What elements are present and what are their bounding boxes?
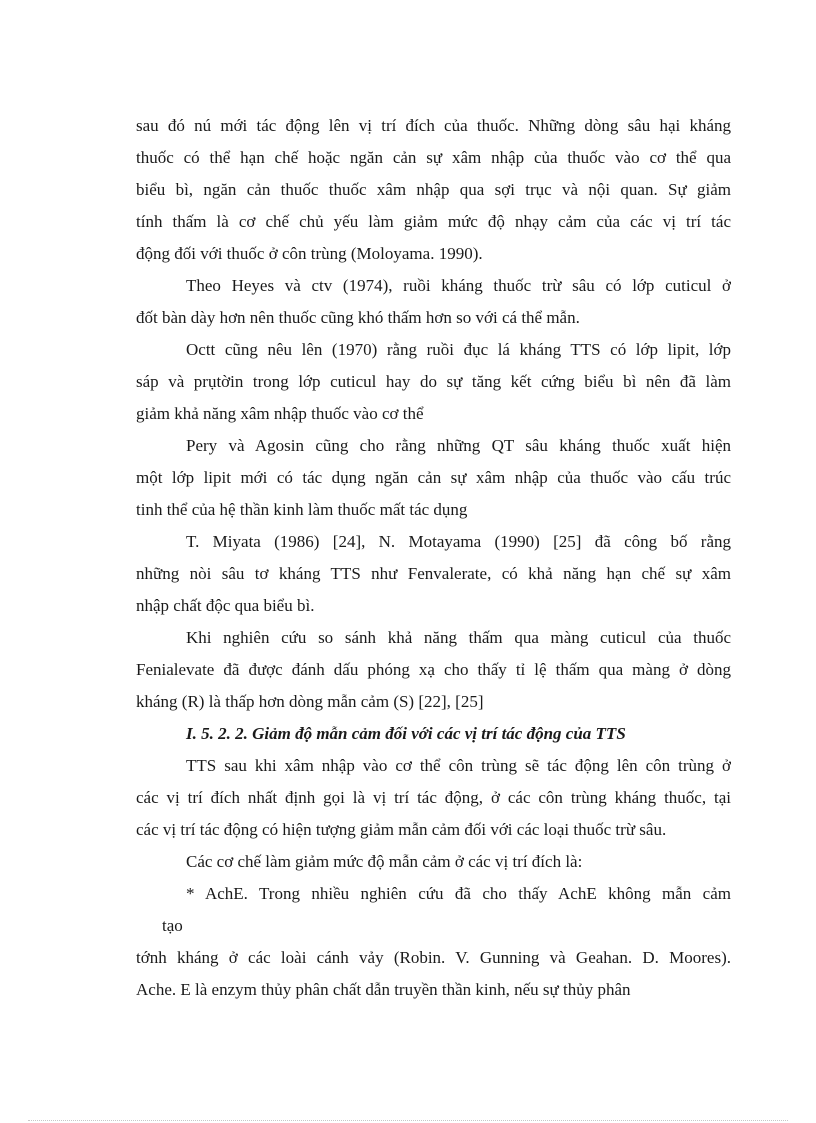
text-line: tạo: [162, 916, 183, 935]
paragraph-first-line: Khi nghiên cứu so sánh khả năng thấm qua màng cuticul của thuốc: [186, 628, 731, 647]
bullet-line: * AchE. Trong nhiều nghiên cứu đã cho thấy AchE không mẫn cảm: [186, 884, 731, 903]
paragraph-first-line: Octt cũng nêu lên (1970) rằng ruồi đục lá kháng TTS có lớp lipit, lớp: [186, 340, 731, 359]
text-line: một lớp lipit mới có tác dụng ngăn cản sự xâm nhập của thuốc vào cấu trúc: [136, 468, 731, 487]
text-line: giảm khả năng xâm nhập thuốc vào cơ thể: [136, 404, 424, 423]
text-line: tớnh kháng ở các loài cánh vảy (Robin. V. Gunning và Geahan. D. Moores).: [136, 948, 731, 967]
text-line: động đối với thuốc ở côn trùng (Moloyama. 1990).: [136, 244, 483, 263]
text-line: sáp và prụtờin trong lớp cuticul hay do sự tăng kết cứng biểu bì nên đã làm: [136, 372, 731, 391]
text-line: thuốc có thể hạn chế hoặc ngăn cản sự xâm nhập của thuốc vào cơ thể qua: [136, 148, 731, 167]
text-line: Ache. E là enzym thủy phân chất dẫn truyền thần kinh, nếu sự thủy phân: [136, 980, 631, 999]
text-line: các vị trí tác động có hiện tượng giảm mẫn cảm đối với các loại thuốc trừ sâu.: [136, 820, 667, 839]
paragraph-first-line: Theo Heyes và ctv (1974), ruồi kháng thuốc trừ sâu có lớp cuticul ở: [186, 276, 731, 295]
body-text: [136, 110, 731, 1006]
paragraph-first-line: T. Miyata (1986) [24], N. Motayama (1990) [25] đã công bố rằng: [186, 532, 731, 551]
paragraph-first-line: Các cơ chế làm giảm mức độ mẫn cảm ở các vị trí đích là:: [186, 852, 583, 871]
text-line: kháng (R) là thấp hơn dòng mẫn cảm (S) [22], [25]: [136, 692, 484, 711]
text-line: tinh thể của hệ thần kinh làm thuốc mất tác dụng: [136, 500, 468, 519]
text-line: biểu bì, ngăn cản thuốc thuốc xâm nhập qua sợi trục và nội quan. Sự giảm: [136, 180, 731, 199]
text-line: nhập chất độc qua biểu bì.: [136, 596, 315, 615]
text-line: đốt bàn dày hơn nên thuốc cũng khó thấm hơn so với cá thể mẫn.: [136, 308, 580, 327]
page-bottom-divider: [28, 1120, 788, 1121]
text-line: những nòi sâu tơ kháng TTS như Fenvalerate, có khả năng hạn chế sự xâm: [136, 564, 731, 583]
text-line: tính thấm là cơ chế chủ yếu làm giảm mức độ nhạy cảm của các vị trí tác: [136, 212, 731, 231]
text-line: các vị trí đích nhất định gọi là vị trí tác động, ở các côn trùng kháng thuốc, tại: [136, 788, 731, 807]
paragraph-first-line: Pery và Agosin cũng cho rằng những QT sâu kháng thuốc xuất hiện: [186, 436, 731, 455]
paragraph-first-line: TTS sau khi xâm nhập vào cơ thể côn trùng sẽ tác động lên côn trùng ở: [186, 756, 731, 775]
section-heading: I. 5. 2. 2. Giảm độ mẫn cảm đối với các vị trí tác động của TTS: [186, 724, 626, 743]
text-line: sau đó nú mới tác động lên vị trí đích của thuốc. Những dòng sâu hại kháng: [136, 116, 731, 135]
text-line: Fenialevate đã được đánh dấu phóng xạ cho thấy tỉ lệ thấm qua màng ở dòng: [136, 660, 731, 679]
